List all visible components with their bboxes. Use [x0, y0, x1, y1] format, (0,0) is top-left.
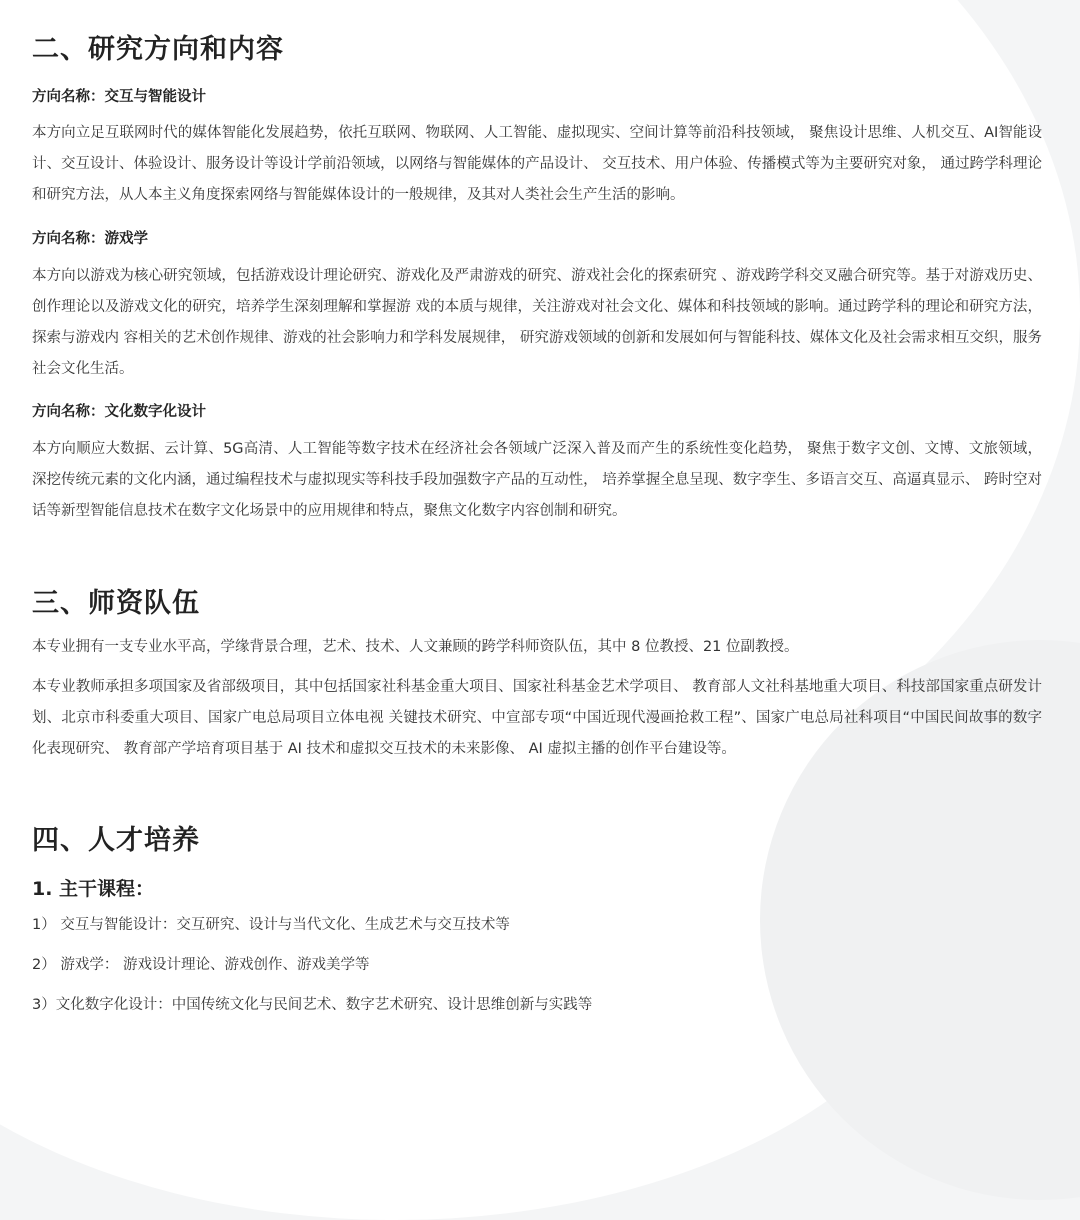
direction-text: 本方向顺应大数据、云计算、5G高清、人工智能等数字技术在经济社会各领域广泛深入普及而产生的系统性变化趋势， 聚焦于数字文创、文博、文旅领域，深挖传统元素的文化内涵，通过编程技术与虚拟现实等科技手段加强数字产品的互动性， 培养掌握全息呈现、数字孪生、多语言交互、高逼真显示、 跨时空对话等新型智能信息技术在数字文化场景中的应用规律和特点，聚焦文化数字内容创制和研究。 [32, 441, 1042, 519]
section-title-faculty: 三、师资队伍 [32, 588, 200, 619]
course-item: 3）文化数字化设计：中国传统文化与民间艺术、数字艺术研究、设计思维创新与实践等 [32, 997, 593, 1013]
section-title-training: 四、人才培养 [32, 825, 200, 856]
course-item: 2） 游戏学： 游戏设计理论、游戏创作、游戏美学等 [32, 957, 370, 973]
faculty-projects: 本专业教师承担多项国家及省部级项目，其中包括国家社科基金重大项目、国家社科基金艺术学项目、 教育部人文社科基地重大项目、科技部国家重点研发计划、北京市科委重大项目、国家广电总局项目立体电视 关键技术研究、中宣部专项“中国近现代漫画抢救工程”、国家广电总局社科项目“中国民间故事的数字化表现研究、 教育部产学培育项目基于 AI 技术和虚拟交互技术的未来影像、 AI 虚拟主播的创作平台建设等。 [32, 679, 1042, 757]
direction-name: 方向名称：游戏学 [32, 231, 148, 247]
core-courses-heading: 1. 主干课程： [32, 878, 155, 900]
direction-text: 本方向立足互联网时代的媒体智能化发展趋势，依托互联网、物联网、人工智能、虚拟现实、空间计算等前沿科技领域， 聚焦设计思维、人机交互、AI智能设计、交互设计、体验设计、服务设计等设计学前沿领域，以网络与智能媒体的产品设计、 交互技术、用户体验、传播模式等为主要研究对象， 通过跨学科理论和研究方法，从人本主义角度探索网络与智能媒体设计的一般规律，及其对人类社会生产生活的影响。 [32, 125, 1042, 203]
direction-name: 方向名称：交互与智能设计 [32, 89, 206, 105]
section-title-research: 二、研究方向和内容 [32, 34, 284, 65]
direction-text: 本方向以游戏为核心研究领域，包括游戏设计理论研究、游戏化及严肃游戏的研究、游戏社会化的探索研究 、游戏跨学科交叉融合研究等。基于对游戏历史、创作理论以及游戏文化的研究，培养学生深刻理解和掌握游 戏的本质与规律，关注游戏对社会文化、媒体和科技领域的影响。通过跨学科的理论和研究方法，探索与游戏内 容相关的艺术创作规律、游戏的社会影响力和学科发展规律， 研究游戏领域的创新和发展如何与智能科技、媒体文化及社会需求相互交织，服务社会文化生活。 [32, 268, 1042, 377]
direction-name: 方向名称：文化数字化设计 [32, 404, 206, 420]
course-item: 1） 交互与智能设计：交互研究、设计与当代文化、生成艺术与交互技术等 [32, 917, 510, 933]
faculty-summary: 本专业拥有一支专业水平高，学缘背景合理，艺术、技术、人文兼顾的跨学科师资队伍，其中 8 位教授、21 位副教授。 [32, 639, 799, 655]
